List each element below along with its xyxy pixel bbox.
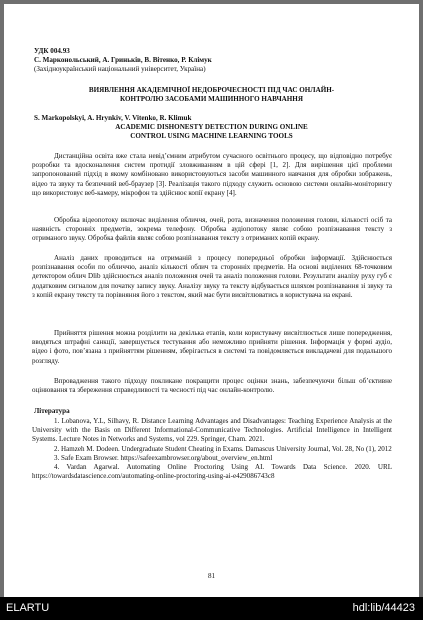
paragraph-2: Обробка відеопотоку включає виділення обличчя, очей, рота, визначення положення голови, кількості осіб та наявність сторонніх предметів, зокрема телефону. Обробка аудіопотоку являє собою розпізнавання тексту з отриманого звуку. Обробка файлів являє собою розпізнавання тексту з отриманих копій екрану.	[32, 216, 392, 243]
title-en-line-1: ACADEMIC DISHONESTY DETECTION DURING ONLINE	[115, 123, 308, 131]
paragraph-3: Аналіз даних проводиться на отриманій з процесу попередньої обробки інформації. Здійснюється розпізнавання особи по обличчю, аналіз кількості облич та сторонніх предметів. На основі виділених 68-точковим детектором облич Dlib здійснюється аналіз положення очей та аналіз положення голови. Результати аналізу руху губ є додатковим сигналом для початку запису звуку. Аналізу звуку та тексту відбувається шляхом розпізнавання зі звуку та з копій екрану тексту та порівняння його з текстом, який має бути висвітлюватись в користувача на екрані.	[32, 254, 392, 299]
handle-link[interactable]: hdl:lib/44423	[352, 602, 415, 614]
udk-code: УДК 004.93	[34, 47, 70, 55]
paragraph-1: Дистанційна освіта вже стала невід’ємним атрибутом сучасного освітнього процесу, що відповідно потребує розробки та вдосконалення систем протидії зловживанням в цій сфері [1, 2]. Для вирішення цієї проблеми запропонований підхід в якому комбіновано використовуються засоби машинного навчання для обробки зображень, відео та звуку та безпечний веб-браузер [3]. Реалізація такого підходу служить основою системи онлайн-моніторингу що використовує веб-камеру, мікрофон та здійснює копії екрану [4].	[32, 152, 392, 197]
reference-item: 2. Hamzeh M. Dodeen. Undergraduate Student Cheating in Exams. Damascus University Journal, Vol. 28, No (1), 2012	[54, 444, 392, 453]
repository-name[interactable]: ELARTU	[6, 602, 50, 614]
page-number: 81	[207, 572, 216, 580]
title-uk-line-2: КОНТРОЛЮ ЗАСОБАМИ МАШИННОГО НАВЧАННЯ	[120, 95, 303, 103]
repository-footer	[0, 597, 423, 620]
reference-item: 3. Safe Exam Browser. https://safeexambrowser.org/about_overview_en.html	[54, 453, 273, 462]
authors-uk: С. Марконольський, А. Гриньків, В. Вітенко, Р. Клімук	[34, 56, 212, 64]
title-uk-line-1: ВИЯВЛЕННЯ АКАДЕМІЧНОЇ НЕДОБРОЧЕСНОСТІ ПІД ЧАС ОНЛАЙН-	[88, 86, 335, 94]
references-list	[32, 417, 392, 481]
document-page	[4, 4, 419, 597]
references-title: Література	[34, 407, 70, 415]
reference-item: 4. Vardan Agarwal. Automating Online Proctoring Using AI. Towards Data Science. 2020. URL https://towardsdatascience.com/automating-online-proctoring-using-ai-e429086743c8	[32, 463, 392, 481]
authors-en: S. Markopolskyi, A. Hrynkiv, V. Vitenko, R. Klimuk	[34, 114, 192, 122]
paragraph-4: Прийняття рішення можна розділити на декілька етапів, коли користувачу висвітлюється лише попередження, вводяться штрафні санкції, завершується тестування або неможливо прийняти рішення. Інформація у формі аудіо, відео і фото, пов’язана з прийняттям рішенням, зберігається в системі та повідомляється викладачеві для подальшого розгляду.	[32, 329, 392, 365]
reference-item: 1. Lobanova, Y.L, Silhavy, R. Distance Learning Advantages and Disadvantages: Teaching Experience Analysis at the University with the Basis on Different Informational-Communicative Technologies. Artificial Intelligence in Intelligent Systems. Lecture Notes in Networks and Systems, vol 229. Springer, Cham. 2021.	[32, 417, 392, 444]
paragraph-5: Впровадження такого підходу покликане покращити процес оцінки знань, забезпечуючи більш об’єктивне оцінювання та збереження справедливості та чесності під час онлайн-контролю.	[32, 377, 392, 395]
affiliation: (Західноукраїнський національний університет, Україна)	[34, 65, 206, 73]
title-en-line-2: CONTROL USING MACHINE LEARNING TOOLS	[130, 132, 293, 140]
